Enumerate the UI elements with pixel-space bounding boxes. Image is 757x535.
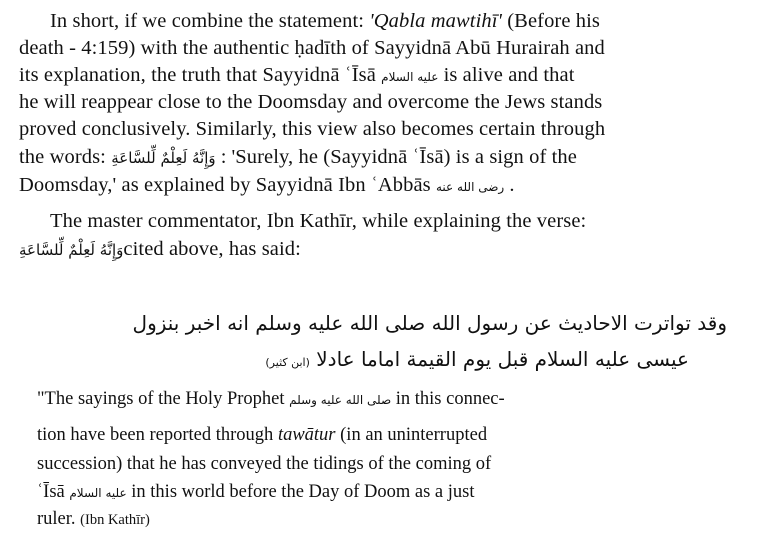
para1-line3: [19, 62, 575, 90]
arabic-honorific: صلى الله عليه وسلم: [289, 393, 392, 407]
para2-line2: [19, 236, 301, 263]
text: ʿĪsā: [37, 482, 70, 502]
arabic-verse: وَإِنَّهُ لَعِلْمٌ لِّلسَّاعَةِ: [19, 241, 124, 259]
translation-line2: [37, 423, 487, 447]
text: .: [504, 174, 515, 196]
text: (in an uninterrupted: [335, 425, 488, 445]
text: ruler.: [37, 509, 81, 529]
text: proved conclusively. Similarly, this view also becomes certain through: [19, 118, 606, 140]
text: Doomsday,' as explained by Sayyidnā Ibn ʿAbbās: [19, 174, 436, 196]
text: death - 4:159) with the authentic ḥadīth of Sayyidnā Abū Hurairah and: [19, 37, 605, 59]
translation-line4: [37, 480, 475, 505]
para1-line2: [19, 35, 605, 61]
text: succession) that he has conveyed the tidings of the coming of: [37, 454, 492, 474]
text: cited above, has said:: [123, 238, 301, 260]
text: tion have been reported through: [37, 425, 278, 445]
para1-line6: [19, 144, 577, 171]
text: in this world before the Day of Doom as a just: [126, 482, 475, 502]
arabic-text: وقد تواترت الاحاديث عن رسول الله صلى الله عليه وسلم انه اخبر بنزول: [132, 311, 727, 335]
arabic-text: عيسى عليه السلام قبل يوم القيمة اماما عادلا: [316, 347, 689, 371]
para1-line1: [50, 8, 600, 34]
text: In short, if we combine the statement:: [50, 10, 370, 32]
text: "The sayings of the Holy Prophet: [37, 389, 290, 409]
para2-line1: [50, 208, 586, 234]
arabic-honorific: عليه السلام: [69, 486, 127, 500]
text: The master commentator, Ibn Kathīr, while explaining the verse:: [50, 210, 587, 232]
text: (Before his: [502, 10, 600, 32]
arabic-honorific: رضى الله عنه: [435, 180, 505, 194]
text: in this connec-: [391, 389, 505, 409]
text: its explanation, the truth that Sayyidnā ʿĪsā: [19, 64, 382, 86]
text: he will reappear close to the Doomsday and overcome the Jews stands: [19, 91, 603, 113]
arabic-verse: وَإِنَّهُ لَعِلْمٌ لِّلسَّاعَةِ: [111, 149, 216, 167]
text: is alive and that: [438, 64, 575, 86]
italic-term: 'Qabla mawtihī': [369, 10, 503, 32]
arabic-honorific: عليه السلام: [381, 70, 439, 84]
text: : 'Surely, he (Sayyidnā ʿĪsā) is a sign of the: [215, 146, 577, 168]
italic-term: tawātur: [277, 425, 336, 445]
text: the words:: [19, 146, 112, 168]
arabic-quote-line1: [133, 308, 727, 338]
para1-line7: [19, 172, 514, 200]
translation-line5: [37, 507, 150, 532]
translation-line3: [37, 452, 491, 476]
arabic-quote-line2: [265, 344, 689, 378]
citation: (Ibn Kathīr): [80, 512, 150, 528]
para1-line5: [19, 116, 605, 142]
para1-line4: [19, 89, 602, 115]
arabic-reference: (ابن كثير): [265, 356, 310, 369]
translation-line1: [37, 387, 505, 412]
